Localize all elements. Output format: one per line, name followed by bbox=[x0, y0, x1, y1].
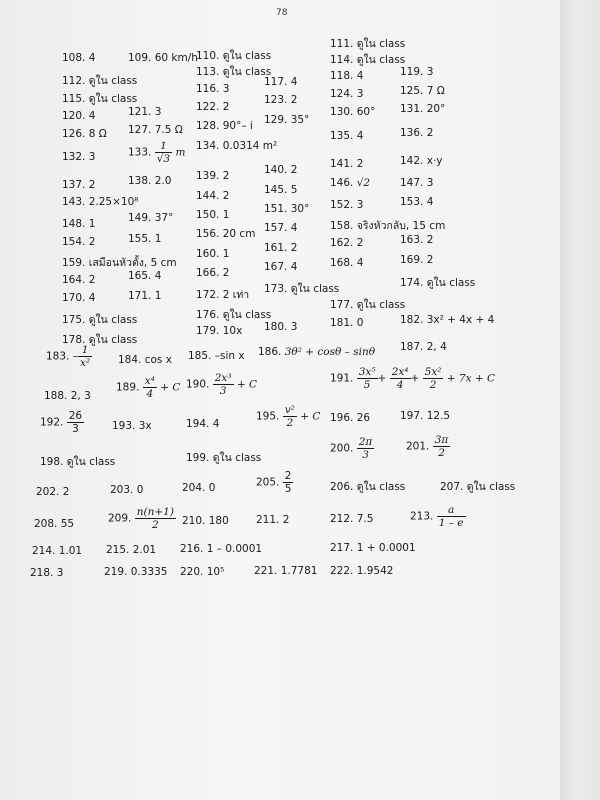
answer-197: 197. 12.5 bbox=[400, 410, 451, 422]
answer-173: 173. ดูใน class bbox=[264, 283, 340, 295]
answer-217: 217. 1 + 0.0001 bbox=[330, 542, 416, 554]
answer-162: 162. 2 bbox=[330, 237, 364, 249]
answer-151: 151. 30° bbox=[264, 203, 310, 215]
answer-216: 216. 1 – 0.0001 bbox=[180, 543, 263, 555]
answer-180: 180. 3 bbox=[264, 321, 298, 333]
answer-183: 183. – $\frac{1}{\text{x²}}$ bbox=[46, 344, 91, 369]
answer-205: 205. $\frac{2}{5}$ bbox=[256, 470, 292, 495]
answer-213: 213. $\frac{a}{1 - e}$ bbox=[410, 504, 464, 529]
answer-149: 149. 37° bbox=[128, 212, 174, 224]
answer-191: 191. $\frac{\text{3x⁵}}{5}$ + $\frac{\text{2x⁴}}{4}$ + $\frac{\text{5x²}}{2}$ + 7x + C bbox=[330, 366, 496, 391]
answer-194: 194. 4 bbox=[186, 418, 220, 430]
answer-123: 123. 2 bbox=[264, 94, 298, 106]
answer-204: 204. 0 bbox=[182, 482, 216, 494]
answer-150: 150. 1 bbox=[196, 209, 230, 221]
answer-215: 215. 2.01 bbox=[106, 544, 157, 556]
answer-202: 202. 2 bbox=[36, 486, 70, 498]
answer-136: 136. 2 bbox=[400, 127, 434, 139]
answer-178: 178. ดูใน class bbox=[62, 334, 138, 346]
answer-158: 158. จริงหัวกลับ, 15 cm bbox=[330, 220, 446, 232]
answer-184: 184. cos x bbox=[118, 354, 172, 366]
answer-113: 113. ดูใน class bbox=[196, 66, 272, 78]
answer-145: 145. 5 bbox=[264, 184, 298, 196]
answer-203: 203. 0 bbox=[110, 484, 144, 496]
answer-131: 131. 20° bbox=[400, 103, 446, 115]
answer-139: 139. 2 bbox=[196, 170, 230, 182]
answer-209: 209. $\frac{n(n+1)}{2}$ bbox=[108, 506, 174, 531]
answer-159: 159. เสมือนหัวตั้ง, 5 cm bbox=[62, 257, 177, 269]
answer-120: 120. 4 bbox=[62, 110, 96, 122]
answer-163: 163. 2 bbox=[400, 234, 434, 246]
answer-117: 117. 4 bbox=[264, 76, 298, 88]
answer-206: 206. ดูใน class bbox=[330, 481, 406, 493]
answer-181: 181. 0 bbox=[330, 317, 364, 329]
answer-201: 201. $\frac{3\pi}{2}$ bbox=[406, 434, 449, 459]
answer-147: 147. 3 bbox=[400, 177, 434, 189]
answer-164: 164. 2 bbox=[62, 274, 96, 286]
answer-156: 156. 20 cm bbox=[196, 228, 256, 240]
answer-111: 111. ดูใน class bbox=[330, 38, 406, 50]
answer-218: 218. 3 bbox=[30, 567, 64, 579]
answer-220: 220. 10⁵ bbox=[180, 566, 225, 578]
answer-129: 129. 35° bbox=[264, 114, 310, 126]
answer-172: 172. 2 เท่า bbox=[196, 289, 250, 301]
answer-182: 182. 3x² + 4x + 4 bbox=[400, 314, 495, 326]
answer-153: 153. 4 bbox=[400, 196, 434, 208]
answer-210: 210. 180 bbox=[182, 515, 229, 527]
answer-187: 187. 2, 4 bbox=[400, 341, 447, 353]
answer-198: 198. ดูใน class bbox=[40, 456, 116, 468]
answer-121: 121. 3 bbox=[128, 106, 162, 118]
answer-174: 174. ดูใน class bbox=[400, 277, 476, 289]
answer-160: 160. 1 bbox=[196, 248, 230, 260]
answer-137: 137. 2 bbox=[62, 179, 96, 191]
answer-192: 192. $\frac{26}{3}$ bbox=[40, 410, 83, 435]
page-number: 78 bbox=[276, 8, 288, 18]
answer-167: 167. 4 bbox=[264, 261, 298, 273]
answer-155: 155. 1 bbox=[128, 233, 162, 245]
answer-161: 161. 2 bbox=[264, 242, 298, 254]
answer-148: 148. 1 bbox=[62, 218, 96, 230]
answer-207: 207. ดูใน class bbox=[440, 481, 516, 493]
answer-134: 134. 0.0314 m² bbox=[196, 140, 278, 152]
answer-126: 126. 8 Ω bbox=[62, 128, 107, 140]
answer-130: 130. 60° bbox=[330, 106, 376, 118]
answer-154: 154. 2 bbox=[62, 236, 96, 248]
answer-142: 142. x·y bbox=[400, 155, 443, 167]
answer-222: 222. 1.9542 bbox=[330, 565, 394, 577]
answer-144: 144. 2 bbox=[196, 190, 230, 202]
answer-176: 176. ดูใน class bbox=[196, 309, 272, 321]
answer-189: 189. $\frac{\text{x⁴}}{4}$ + C bbox=[116, 375, 181, 400]
answer-165: 165. 4 bbox=[128, 270, 162, 282]
answer-138: 138. 2.0 bbox=[128, 175, 172, 187]
answer-125: 125. 7 Ω bbox=[400, 85, 445, 97]
answer-190: 190. $\frac{\text{2x³}}{3}$ + C bbox=[186, 372, 258, 397]
answer-135: 135. 4 bbox=[330, 130, 364, 142]
fraction: $\frac{1}{√3}$ bbox=[156, 140, 171, 165]
answer-199: 199. ดูใน class bbox=[186, 452, 262, 464]
answer-168: 168. 4 bbox=[330, 257, 364, 269]
answer-221: 221. 1.7781 bbox=[254, 565, 318, 577]
answer-157: 157. 4 bbox=[264, 222, 298, 234]
answer-108: 108. 4 bbox=[62, 52, 96, 64]
answer-214: 214. 1.01 bbox=[32, 545, 83, 557]
answer-116: 116. 3 bbox=[196, 83, 230, 95]
answer-185: 185. –sin x bbox=[188, 350, 245, 362]
answer-122: 122. 2 bbox=[196, 101, 230, 113]
answer-175: 175. ดูใน class bbox=[62, 314, 138, 326]
answer-170: 170. 4 bbox=[62, 292, 96, 304]
answer-133: 133. $\frac{1}{√3}$ m bbox=[128, 140, 186, 165]
answer-188: 188. 2, 3 bbox=[44, 390, 91, 402]
answer-110: 110. ดูใน class bbox=[196, 50, 272, 62]
answer-114: 114. ดูใน class bbox=[330, 54, 406, 66]
answer-109: 109. 60 km/h bbox=[128, 52, 198, 64]
answer-195: 195. $\frac{\text{v²}}{2}$ + C bbox=[256, 404, 321, 429]
answer-171: 171. 1 bbox=[128, 290, 162, 302]
answer-196: 196. 26 bbox=[330, 412, 371, 424]
answer-219: 219. 0.3335 bbox=[104, 566, 168, 578]
answer-119: 119. 3 bbox=[400, 66, 434, 78]
answer-112: 112. ดูใน class bbox=[62, 75, 138, 87]
answer-169: 169. 2 bbox=[400, 254, 434, 266]
answer-200: 200. $\frac{2\pi}{3}$ bbox=[330, 436, 373, 461]
answer-146: 146. √2 bbox=[330, 177, 371, 189]
answer-193: 193. 3x bbox=[112, 420, 152, 432]
answer-118: 118. 4 bbox=[330, 70, 364, 82]
answer-208: 208. 55 bbox=[34, 518, 75, 530]
answer-115: 115. ดูใน class bbox=[62, 93, 138, 105]
page-edge bbox=[560, 0, 600, 800]
answer-124: 124. 3 bbox=[330, 88, 364, 100]
answer-141: 141. 2 bbox=[330, 158, 364, 170]
answer-143: 143. 2.25×10⁸ bbox=[62, 196, 139, 208]
answer-128: 128. 90°– i bbox=[196, 120, 253, 132]
answer-179: 179. 10x bbox=[196, 325, 243, 337]
answer-127: 127. 7.5 Ω bbox=[128, 124, 183, 136]
answer-211: 211. 2 bbox=[256, 514, 290, 526]
answer-140: 140. 2 bbox=[264, 164, 298, 176]
answer-132: 132. 3 bbox=[62, 151, 96, 163]
answer-152: 152. 3 bbox=[330, 199, 364, 211]
answer-212: 212. 7.5 bbox=[330, 513, 374, 525]
answer-166: 166. 2 bbox=[196, 267, 230, 279]
answer-186: 186. 3θ² + cosθ – sinθ bbox=[258, 346, 376, 358]
answer-177: 177. ดูใน class bbox=[330, 299, 406, 311]
